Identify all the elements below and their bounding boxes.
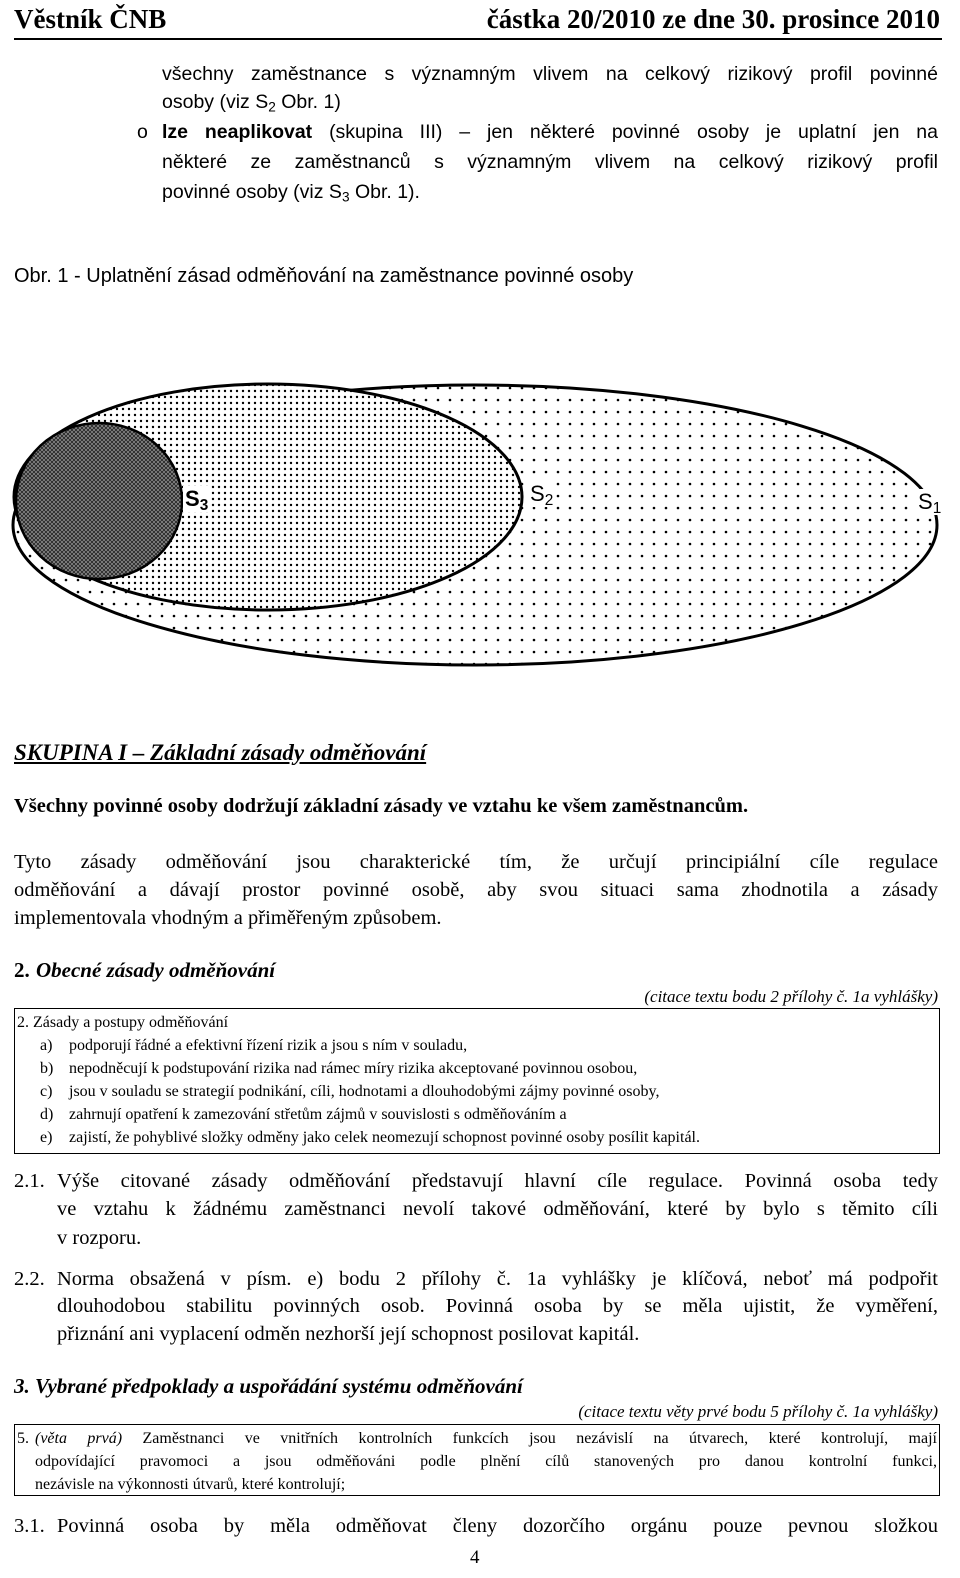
- paragraph-2-2-number: 2.2.: [14, 1268, 45, 1290]
- list-item: zajistí, že pohyblivé složky odměny jako celek neomezují schopnost povinné osoby posílit kapitál.: [69, 1129, 700, 1146]
- label-s2: $S_2$: [530, 481, 554, 509]
- list-item: jsou v souladu se strategií podnikání, cíli, hodnotami a dlouhodobými zájmy povinné osoby,: [69, 1083, 660, 1100]
- issue-info: částka 20/2010 ze dne 30. prosince 2010: [486, 4, 940, 34]
- paragraph-2-1-number: 2.1.: [14, 1170, 45, 1192]
- paragraph-3-1-number: 3.1.: [14, 1515, 45, 1537]
- paragraph-3-1-line-1: Povinná osoba by měla odměňovat členy dozorčího orgánu pouze pevnou složkou: [57, 1515, 938, 1537]
- intro-line-1: všechny zaměstnance s významným vlivem na celkový rizikový profil povinné: [162, 63, 938, 85]
- journal-title: Věstník ČNB: [14, 4, 167, 34]
- citation-box-5-line-1: (věta prvá) Zaměstnanci ve vnitřních kontrolních funkcích jsou nezávislí na útvarech, které kontrolují, mají: [35, 1430, 937, 1447]
- paragraph-2-1-line-3: v rozporu.: [57, 1227, 142, 1249]
- paragraph-2-1-line-2: ve vztahu k žádnému zaměstnanci nevolí takové odměňování, které by bylo s těmito cíli: [57, 1198, 938, 1220]
- section-2-number: 2.: [14, 958, 30, 982]
- section-2-citation: (citace textu bodu 2 přílohy č. 1a vyhlášky): [644, 987, 938, 1006]
- ellipse-s3: [16, 423, 182, 579]
- label-s1: $S_1$: [918, 489, 942, 517]
- section-2-title: Obecné zásady odměňování: [36, 958, 276, 982]
- bullet-marker: o: [137, 121, 148, 143]
- intro-line-5: povinné osoby (viz $S_3$ Obr. 1).: [162, 181, 420, 205]
- list-mark: c): [40, 1083, 53, 1100]
- intro-line-2: osoby (viz $S_2$ Obr. 1): [162, 91, 341, 115]
- list-item: zahrnují opatření k zamezování střetům zájmů v souvislosti s odměňováním a: [69, 1106, 567, 1123]
- intro-line-4: některé ze zaměstnanců s významným vlivem na celkový rizikový profil: [162, 151, 938, 173]
- citation-box-5-line-2: odpovídající pravomoci a jsou odměňováni podle plnění cílů stanovených pro danou kontrolní funkci,: [35, 1453, 937, 1470]
- list-mark: a): [40, 1037, 53, 1054]
- paragraph-2-2-line-3: přiznání ani vyplacení odměn nezhorší její schopnost posilovat kapitál.: [57, 1323, 640, 1345]
- skupina-heading: SKUPINA I – Základní zásady odměňování: [14, 740, 427, 765]
- paragraph-2-2-line-1: Norma obsažená v písm. e) bodu 2 přílohy č. 1a vyhlášky je klíčová, neboť má podpořit: [57, 1268, 938, 1290]
- citation-box-2-title: 2. Zásady a postupy odměňování: [17, 1014, 229, 1031]
- citation-box-5-number: 5.: [17, 1430, 29, 1447]
- list-mark: d): [40, 1106, 54, 1123]
- paragraph-2-1-line-1: Výše citované zásady odměňování představují hlavní cíle regulace. Povinná osoba tedy: [57, 1170, 938, 1192]
- nested-ellipses-diagram: [0, 370, 960, 690]
- skupina-para-line-2: odměňování a dávají prostor povinné osobě, aby svou situaci sama zhodnotila a zásady: [14, 879, 938, 901]
- skupina-bold-line: Všechny povinné osoby dodržují základní zásady ve vztahu ke všem zaměstnancům.: [14, 795, 749, 817]
- page-number: 4: [470, 1547, 480, 1568]
- section-3-citation: (citace textu věty prvé bodu 5 přílohy č. 1a vyhlášky): [578, 1402, 938, 1421]
- list-mark: e): [40, 1129, 53, 1146]
- citation-box-5-line-3: nezávisle na výkonnosti útvarů, které kontrolují;: [35, 1476, 346, 1493]
- list-item: nepodněcují k podstupování rizika nad rámec míry rizika akceptované povinnou osobou,: [69, 1060, 638, 1077]
- section-3-title: 3. Vybrané předpoklady a uspořádání systému odměňování: [14, 1374, 523, 1398]
- intro-line-3: lze neaplikovat (skupina III) – jen některé povinné osoby je uplatní jen na: [162, 121, 938, 143]
- label-s3: $S_3$: [185, 486, 209, 514]
- header-rule: [14, 38, 942, 40]
- skupina-para-line-3: implementovala vhodným a přiměřeným způsobem.: [14, 907, 442, 929]
- list-item: podporují řádné a efektivní řízení rizik a jsou s ním v souladu,: [69, 1037, 468, 1054]
- figure-caption: Obr. 1 - Uplatnění zásad odměňování na zaměstnance povinné osoby: [14, 265, 634, 287]
- skupina-para-line-1: Tyto zásady odměňování jsou charakterické tím, že určují principiální cíle regulace: [14, 851, 938, 873]
- paragraph-2-2-line-2: dlouhodobou stabilitu povinných osob. Povinná osoba by se měla ujistit, že vyměření,: [57, 1295, 938, 1317]
- list-mark: b): [40, 1060, 54, 1077]
